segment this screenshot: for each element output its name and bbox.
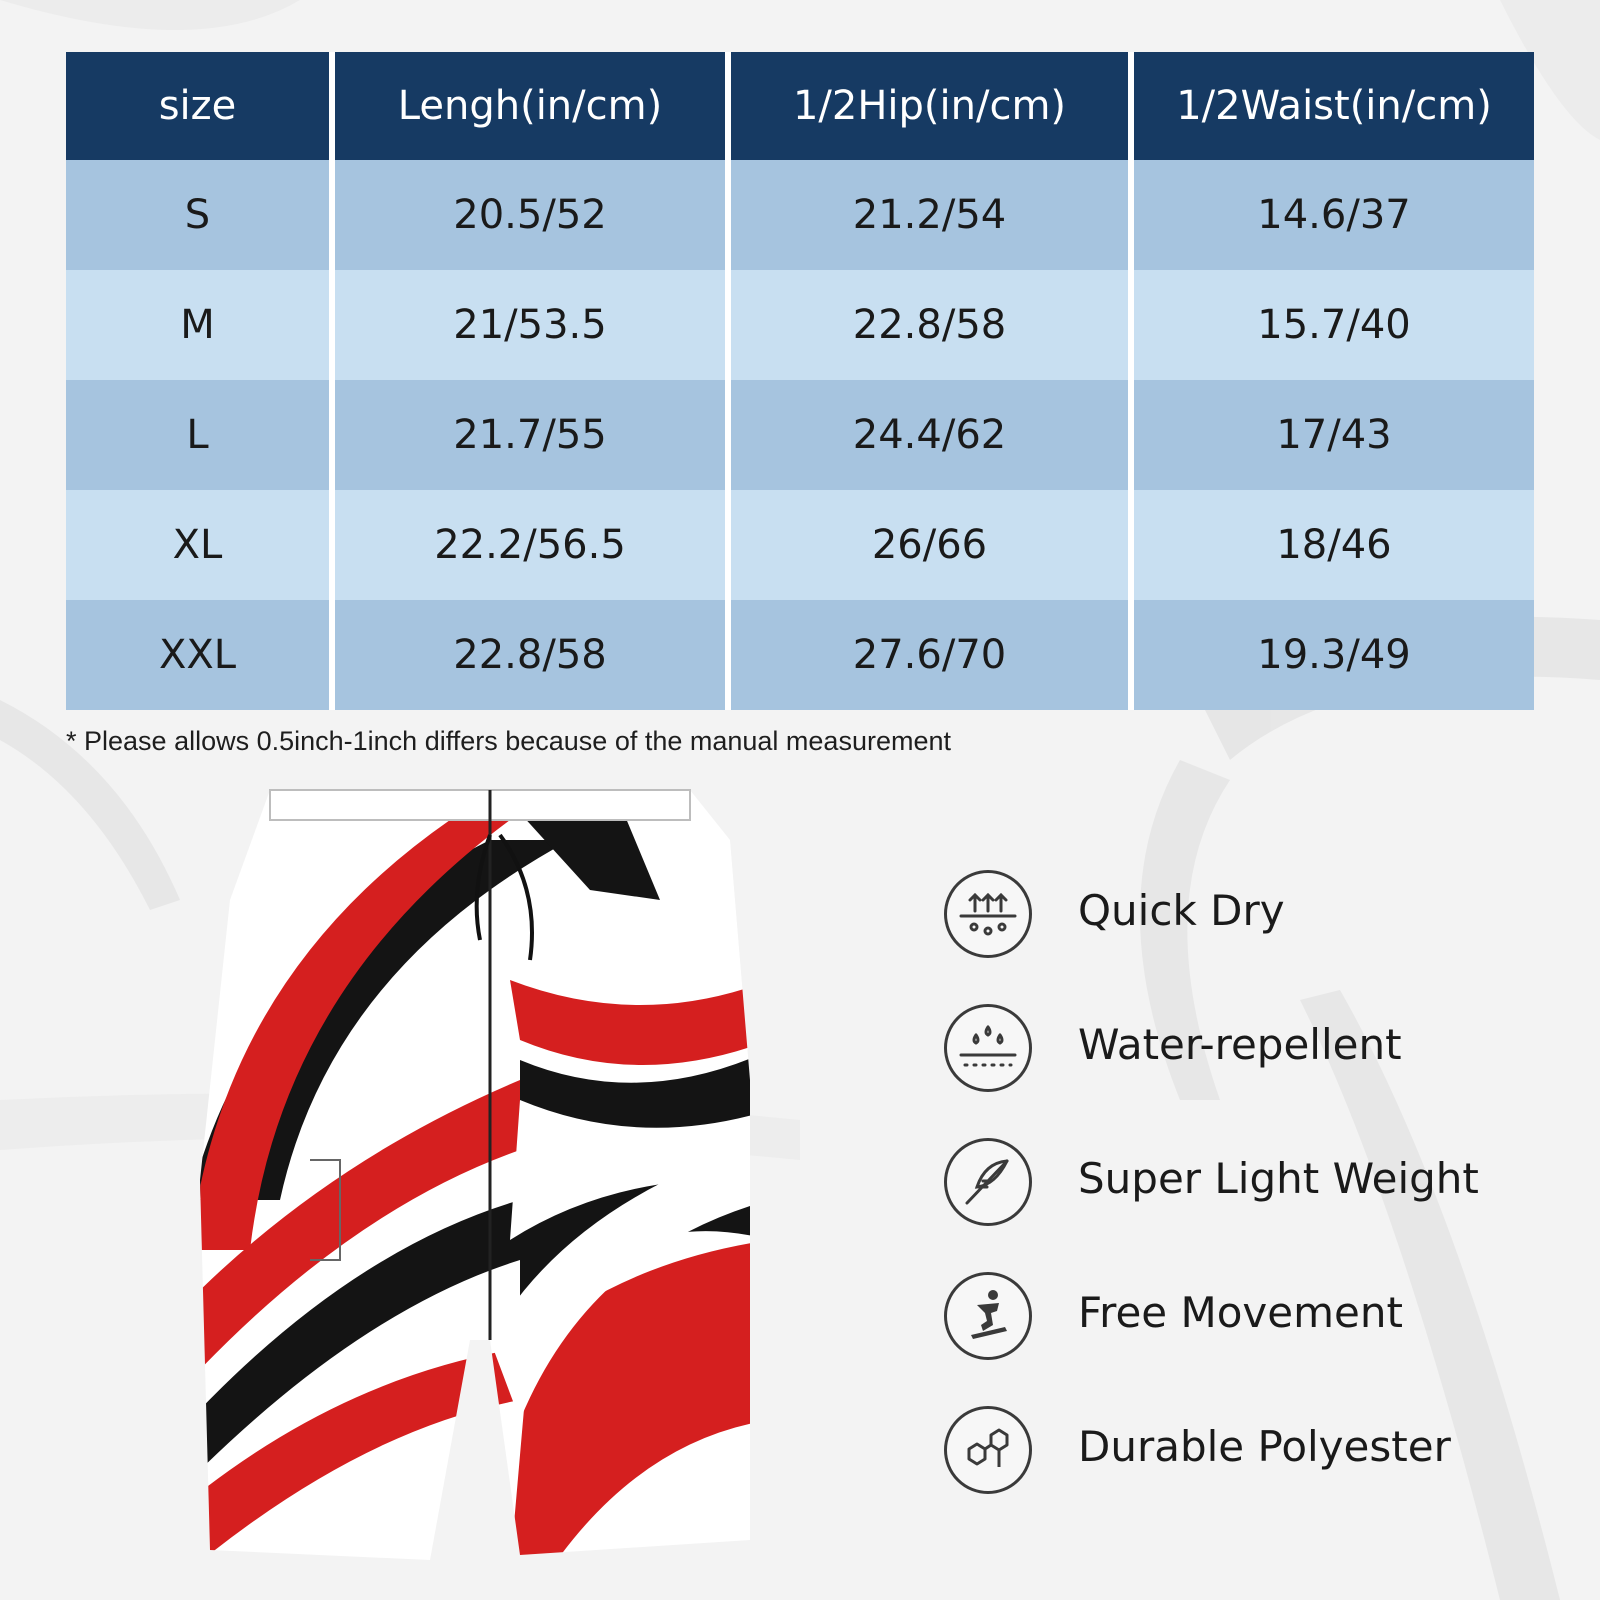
length-cell: 21.7/55 [332, 380, 728, 490]
feature-item [944, 1272, 1564, 1372]
size-cell: L [66, 380, 332, 490]
table-row [66, 600, 1534, 710]
length-cell: 20.5/52 [332, 160, 728, 270]
size-cell: XL [66, 490, 332, 600]
table-row [66, 490, 1534, 600]
feature-item [944, 1004, 1564, 1104]
length-cell: 22.2/56.5 [332, 490, 728, 600]
table-header-row [66, 52, 1534, 160]
waist-cell: 14.6/37 [1131, 160, 1534, 270]
shorts-image [190, 780, 770, 1570]
header-size: size [66, 52, 332, 160]
feather-icon [944, 1138, 1032, 1226]
table-row [66, 160, 1534, 270]
waist-cell: 19.3/49 [1131, 600, 1534, 710]
waist-cell: 18/46 [1131, 490, 1534, 600]
waist-cell: 15.7/40 [1131, 270, 1534, 380]
feature-label: Water-repellent [1078, 1020, 1402, 1069]
quick-dry-icon [944, 870, 1032, 958]
waist-cell: 17/43 [1131, 380, 1534, 490]
size-cell: XXL [66, 600, 332, 710]
feature-item [944, 870, 1564, 970]
header-half-waist: 1/2Waist(in/cm) [1131, 52, 1534, 160]
measurement-note: * Please allows 0.5inch-1inch differs because of the manual measurement [66, 726, 952, 756]
table-row [66, 380, 1534, 490]
header-length: Lengh(in/cm) [332, 52, 728, 160]
skater-icon [944, 1272, 1032, 1360]
feature-item [944, 1138, 1564, 1238]
feature-label: Quick Dry [1078, 886, 1285, 935]
size-chart-table [66, 52, 1534, 710]
size-cell: S [66, 160, 332, 270]
hip-cell: 26/66 [728, 490, 1131, 600]
feature-label: Super Light Weight [1078, 1154, 1479, 1203]
water-drops-icon [944, 1004, 1032, 1092]
hip-cell: 27.6/70 [728, 600, 1131, 710]
feature-item [944, 1406, 1564, 1506]
length-cell: 22.8/58 [332, 600, 728, 710]
feature-label: Free Movement [1078, 1288, 1403, 1337]
molecule-icon [944, 1406, 1032, 1494]
length-cell: 21/53.5 [332, 270, 728, 380]
size-cell: M [66, 270, 332, 380]
header-half-hip: 1/2Hip(in/cm) [728, 52, 1131, 160]
table-row [66, 270, 1534, 380]
hip-cell: 22.8/58 [728, 270, 1131, 380]
hip-cell: 24.4/62 [728, 380, 1131, 490]
feature-label: Durable Polyester [1078, 1422, 1451, 1471]
hip-cell: 21.2/54 [728, 160, 1131, 270]
